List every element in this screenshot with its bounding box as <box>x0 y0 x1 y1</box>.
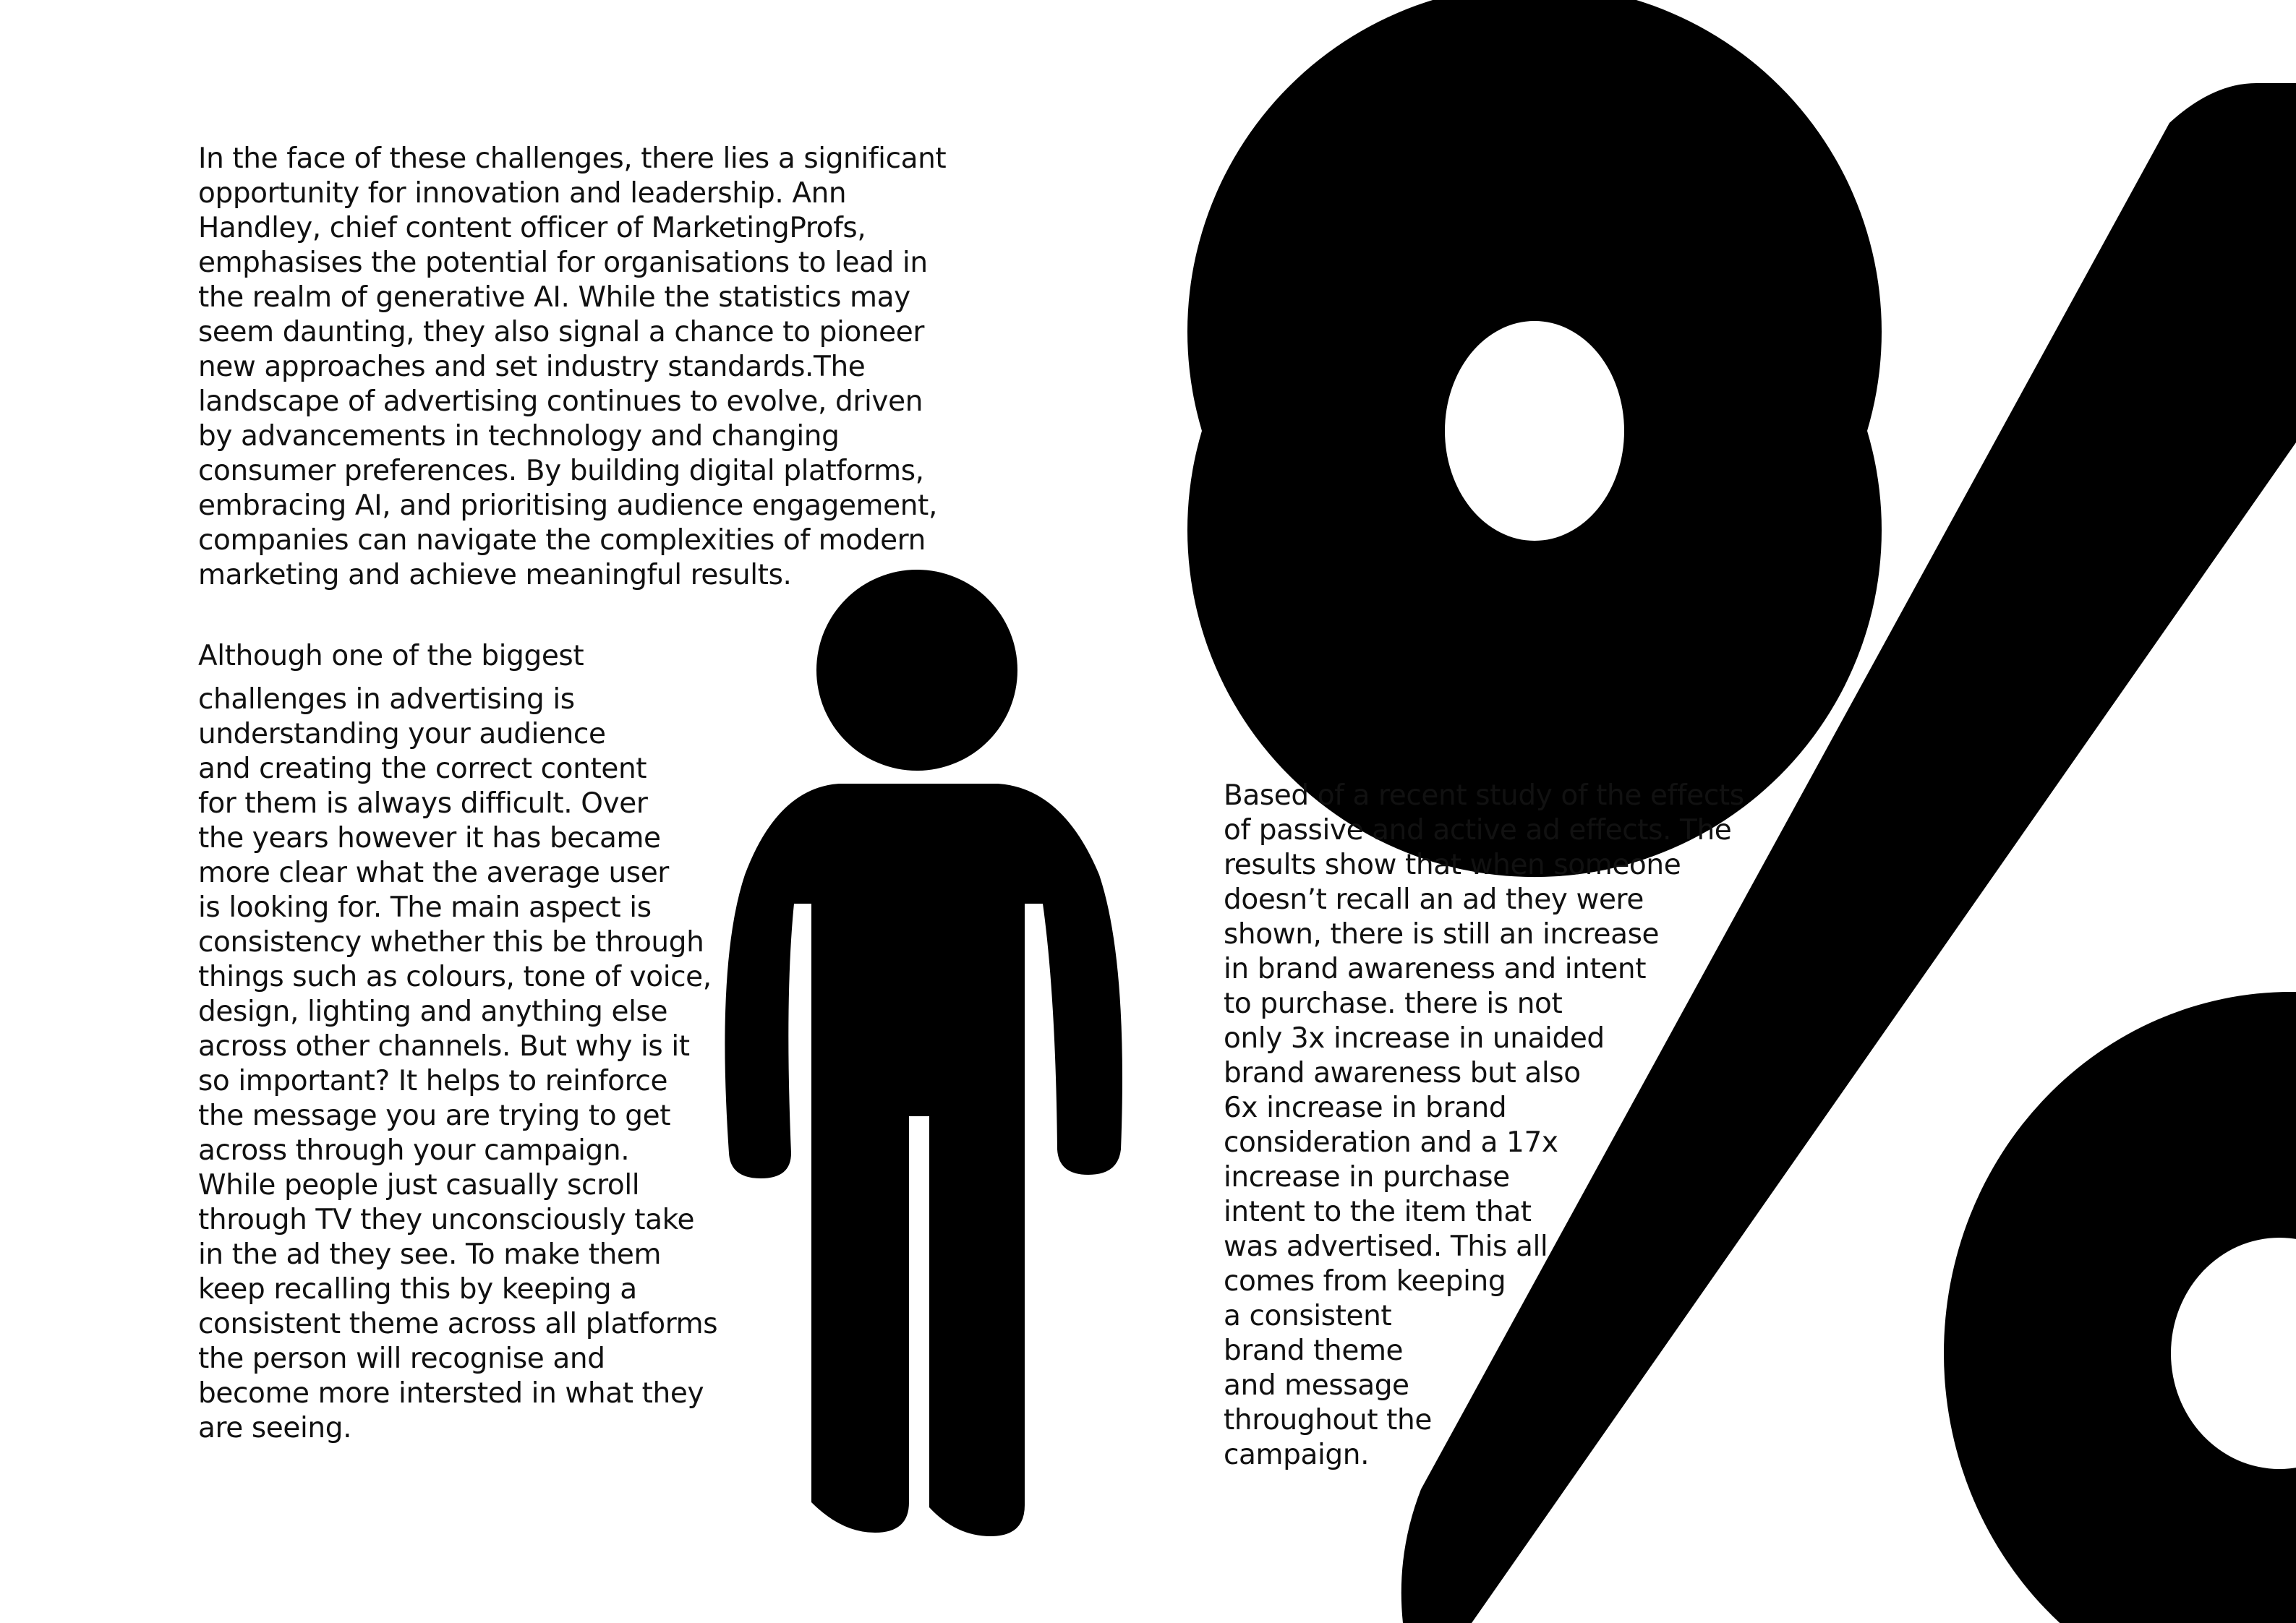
person-head <box>816 570 1017 771</box>
paragraph-line: become more intersted in what they <box>198 1377 704 1410</box>
paragraph-line: and message <box>1224 1369 1409 1402</box>
paragraph-line: seem daunting, they also signal a chance to pioneer <box>198 316 924 348</box>
paragraph-line: are seeing. <box>198 1412 352 1444</box>
paragraph-line: shown, there is still an increase <box>1224 918 1660 951</box>
paragraph-line: brand theme <box>1224 1335 1404 1367</box>
paragraph-line: Handley, chief content officer of MarketingProfs, <box>198 212 866 244</box>
paragraph-line: was advertised. This all <box>1224 1230 1548 1263</box>
paragraph-line: landscape of advertising continues to evolve, driven <box>198 385 923 418</box>
paragraph-line: emphasises the potential for organisations to lead in <box>198 247 928 279</box>
paragraph-line: across through your campaign. <box>198 1134 630 1167</box>
paragraph-line: new approaches and set industry standards.The <box>198 351 866 383</box>
paragraph-line: challenges in advertising is <box>198 683 575 716</box>
paragraph-line: brand awareness but also <box>1224 1057 1581 1089</box>
paragraph-line: throughout the <box>1224 1404 1432 1436</box>
paragraph-line: the person will recognise and <box>198 1342 605 1375</box>
paragraph-line: the years however it has became <box>198 822 661 855</box>
paragraph-line: embracing AI, and prioritising audience engagement, <box>198 489 937 522</box>
person-body <box>725 784 1122 1536</box>
audience-paragraph <box>198 639 717 1446</box>
paragraph-line: only 3x increase in unaided <box>1224 1022 1605 1055</box>
paragraph-line: things such as colours, tone of voice, <box>198 961 712 993</box>
paragraph-line: consumer preferences. By building digital platforms, <box>198 455 924 487</box>
intro-paragraph <box>198 142 946 593</box>
paragraph-line: Based of a recent study of the effects <box>1224 779 1744 812</box>
study-paragraph <box>1224 779 1744 1473</box>
paragraph-line: comes from keeping <box>1224 1265 1506 1298</box>
paragraph-line: of passive and active ad effects. The <box>1224 814 1732 847</box>
paragraph-line: by advancements in technology and changing <box>198 420 840 453</box>
paragraph-line: consistency whether this be through <box>198 926 704 959</box>
paragraph-line: companies can navigate the complexities of modern <box>198 524 926 557</box>
paragraph-line: In the face of these challenges, there lies a significant <box>198 142 947 175</box>
paragraph-line: across other channels. But why is it <box>198 1030 690 1063</box>
percent-bottom-ring <box>1944 992 2296 1623</box>
percent-top-ring <box>1187 0 1882 877</box>
paragraph-line: the message you are trying to get <box>198 1100 671 1132</box>
paragraph-line: marketing and achieve meaningful results. <box>198 559 792 591</box>
paragraph-line: doesn’t recall an ad they were <box>1224 883 1644 916</box>
paragraph-line: consideration and a 17x <box>1224 1126 1558 1159</box>
paragraph-line: in the ad they see. To make them <box>198 1238 662 1271</box>
paragraph-line: 6x increase in brand <box>1224 1092 1507 1124</box>
paragraph-line: results show that when someone <box>1224 849 1681 881</box>
paragraph-line: increase in purchase <box>1224 1161 1510 1194</box>
paragraph-line: in brand awareness and intent <box>1224 953 1647 985</box>
paragraph-line: keep recalling this by keeping a <box>198 1273 637 1306</box>
paragraph-line: understanding your audience <box>198 718 606 750</box>
paragraph-line: Although one of the biggest <box>198 640 584 672</box>
paragraph-line: is looking for. The main aspect is <box>198 891 652 924</box>
paragraph-line: through TV they unconsciously take <box>198 1204 695 1236</box>
paragraph-line: for them is always difficult. Over <box>198 787 648 820</box>
paragraph-line: a consistent <box>1224 1300 1392 1332</box>
paragraph-line: campaign. <box>1224 1439 1370 1471</box>
paragraph-line: intent to the item that <box>1224 1196 1532 1228</box>
paragraph-line: so important? It helps to reinforce <box>198 1065 668 1097</box>
paragraph-line: opportunity for innovation and leadership. Ann <box>198 177 847 210</box>
paragraph-line: consistent theme across all platforms <box>198 1308 718 1340</box>
paragraph-line: the realm of generative AI. While the statistics may <box>198 281 910 314</box>
person-icon <box>725 570 1122 1536</box>
paragraph-line: more clear what the average user <box>198 857 669 889</box>
paragraph-line: to purchase. there is not <box>1224 988 1563 1020</box>
paragraph-line: design, lighting and anything else <box>198 995 668 1028</box>
paragraph-line: While people just casually scroll <box>198 1169 640 1202</box>
paragraph-line: and creating the correct content <box>198 753 647 785</box>
